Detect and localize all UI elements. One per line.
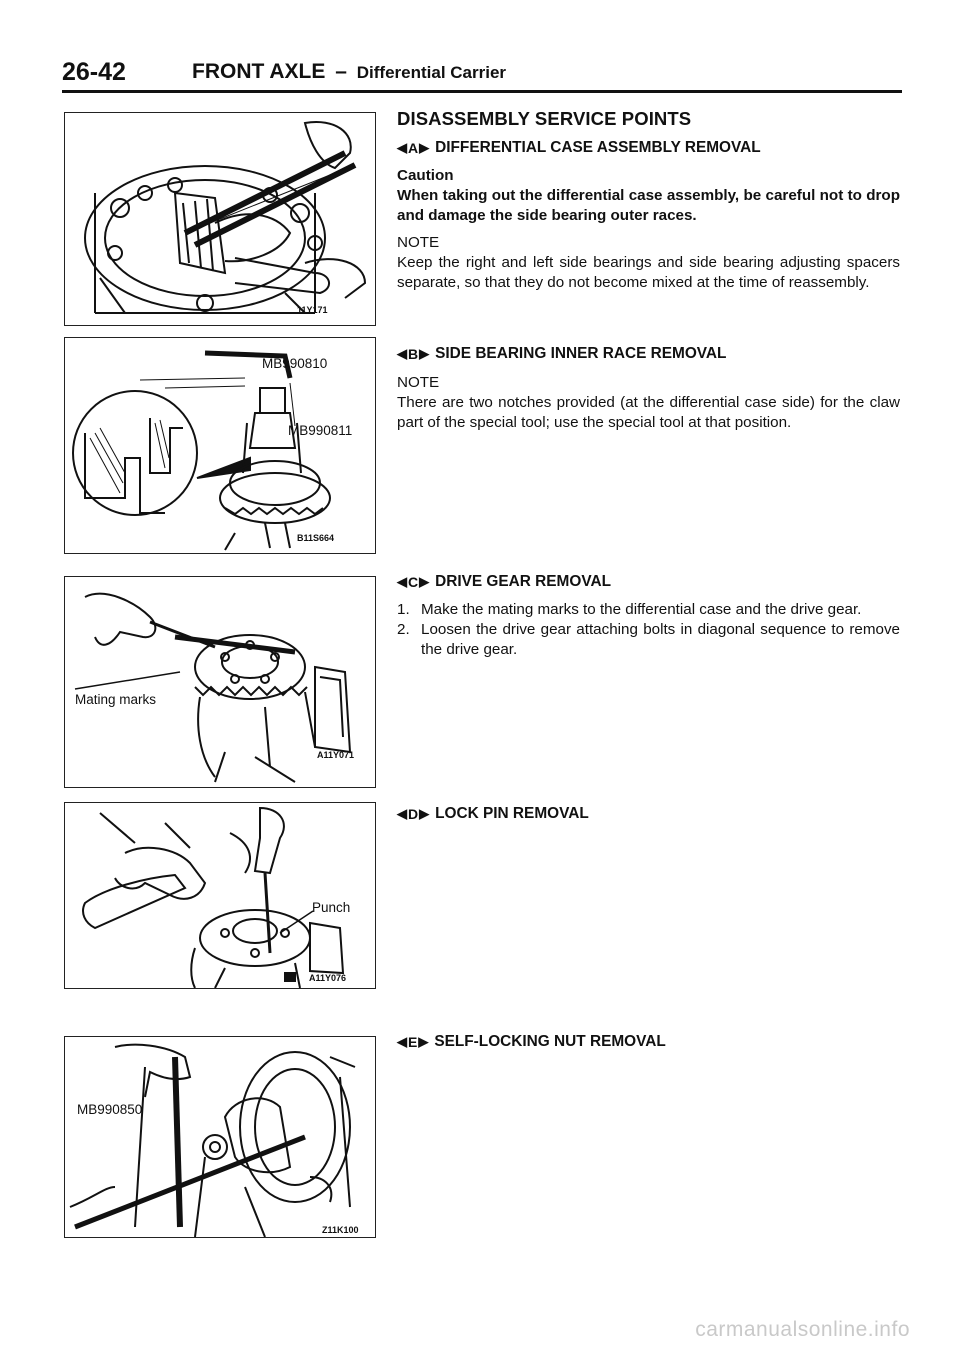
- title-separator: –: [335, 60, 347, 83]
- note-label: NOTE: [397, 234, 440, 251]
- tool-label-mb990811: MB990811: [288, 423, 353, 438]
- arrow-right-icon: ▶: [419, 574, 430, 589]
- note-text: There are two notches provided (at the differential case side) for the claw part of the special tool; use the special tool at that position.: [397, 394, 900, 431]
- arrow-right-icon: ▶: [419, 806, 430, 821]
- arrow-right-icon: ▶: [418, 1034, 429, 1049]
- list-item: 2. Loosen the drive gear attaching bolts in diagonal sequence to remove the drive gear.: [397, 621, 900, 658]
- steps-list: [397, 600, 900, 660]
- tool-label-mb990810: MB990810: [262, 356, 328, 371]
- page-title: [192, 60, 506, 84]
- figure-code: 11Y171: [297, 305, 328, 315]
- illustration-nut-wrench: [65, 1037, 375, 1237]
- tool-label-mb990850: MB990850: [77, 1102, 143, 1117]
- main-heading: DISASSEMBLY SERVICE POINTS: [397, 108, 692, 129]
- arrow-right-icon: ▶: [419, 140, 430, 155]
- illustration-punch-hammer: [65, 803, 375, 988]
- figure-drive-gear-removal: [64, 576, 376, 788]
- section-a-heading: [397, 139, 761, 157]
- note-label: NOTE: [397, 374, 440, 391]
- watermark: carmanualsonline.info: [695, 1318, 910, 1341]
- marker-e: ◀ E ▶: [397, 1034, 429, 1050]
- section-d-title: LOCK PIN REMOVAL: [435, 805, 589, 822]
- section-title: FRONT AXLE: [192, 60, 326, 83]
- page-header: [62, 58, 902, 88]
- section-b-heading: [397, 345, 726, 363]
- subsection-title: Differential Carrier: [356, 63, 507, 82]
- figure-code: A11Y076: [309, 973, 347, 983]
- callout-punch: Punch: [312, 900, 351, 915]
- figure-side-bearing-removal: [64, 337, 376, 554]
- marker-c: ◀ C ▶: [397, 574, 430, 590]
- section-e-title: SELF-LOCKING NUT REMOVAL: [434, 1033, 666, 1050]
- arrow-left-icon: ◀: [397, 806, 407, 821]
- figure-self-locking-nut-removal: [64, 1036, 376, 1238]
- illustration-bearing-puller: [65, 338, 375, 553]
- list-item: 1. Make the mating marks to the differential case and the drive gear.: [397, 601, 862, 618]
- caution-text: When taking out the differential case assembly, be careful not to drop and damage the side bearing outer races.: [397, 187, 900, 224]
- callout-mating-marks: Mating marks: [75, 692, 157, 707]
- arrow-left-icon: ◀: [397, 1034, 407, 1049]
- section-a-title: DIFFERENTIAL CASE ASSEMBLY REMOVAL: [435, 139, 761, 156]
- marker-b: ◀ B ▶: [397, 346, 430, 362]
- arrow-left-icon: ◀: [397, 574, 407, 589]
- figure-code: Z11K100: [322, 1225, 359, 1235]
- note-text: Keep the right and left side bearings and side bearing adjusting spacers separate, so that they do not become mixed at the time of reassembly.: [397, 254, 900, 291]
- section-b-title: SIDE BEARING INNER RACE REMOVAL: [435, 345, 727, 362]
- section-d-heading: [397, 805, 589, 823]
- section-e-heading: [397, 1033, 666, 1051]
- illustration-differential-case: [65, 113, 375, 325]
- section-c-title: DRIVE GEAR REMOVAL: [435, 573, 611, 590]
- section-c-heading: [397, 573, 611, 591]
- marker-d: ◀ D ▶: [397, 806, 430, 822]
- page-number: 26-42: [62, 58, 126, 86]
- figure-differential-case-removal: [64, 112, 376, 326]
- caution-label: Caution: [397, 167, 454, 184]
- arrow-left-icon: ◀: [397, 140, 407, 155]
- arrow-right-icon: ▶: [419, 346, 430, 361]
- arrow-left-icon: ◀: [397, 346, 407, 361]
- figure-code: A11Y071: [317, 750, 355, 760]
- marker-a: ◀ A ▶: [397, 140, 430, 156]
- figure-code: B11S664: [297, 533, 335, 543]
- header-rule: [62, 90, 902, 93]
- figure-lock-pin-removal: [64, 802, 376, 989]
